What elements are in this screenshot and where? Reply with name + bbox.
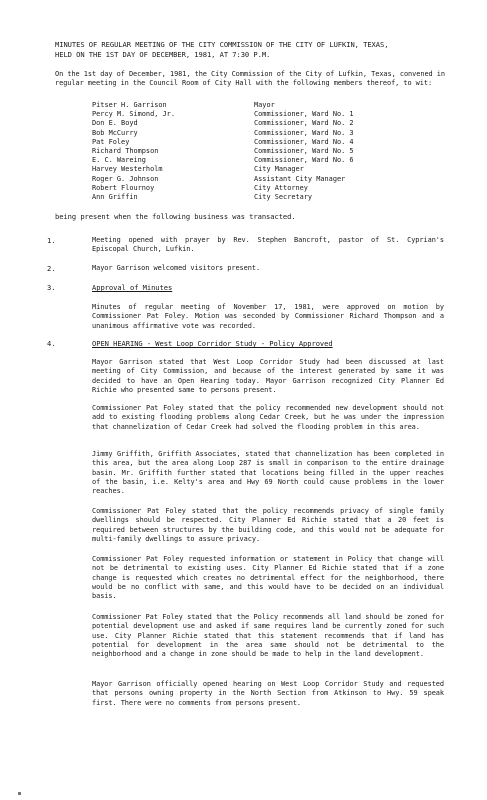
member-name: Bob McCurry <box>92 128 138 137</box>
member-title: Commissioner, Ward No. 4 <box>254 137 354 146</box>
body-paragraph: Commissioner Pat Foley requested information or statement in Policy that change will not be detrimental to existing uses. City Planner Ed Richie stated that if a zone change is requested which creates no detrimental effect for the neighborhood, there would be no conflict with same, and this would have to be decided on an individual basis. <box>92 555 444 601</box>
item-text: Meeting opened with prayer by Rev. Stephen Bancroft, pastor of St. Cyprian's Episcopal Church, Lufkin. <box>92 236 444 254</box>
item-heading: Approval of Minutes <box>92 283 173 292</box>
body-paragraph: Commissioner Pat Foley stated that the Policy recommends all land should be zoned for potential development use and asked if same requires land be currently zoned for such use. City Planner Richie stated that this statement recommends that if land has potential for development in the area same should not be detrimental to the neighborhood and a change in zone should be made to help in the land development. <box>92 613 444 659</box>
body-paragraph: Commissioner Pat Foley stated that the policy recommended new development should not add to existing flooding problems along Cedar Creek, but he was under the impression that channelization of Cedar Creek had solved the flooding problem in this area. <box>92 404 444 431</box>
intro-paragraph: On the 1st day of December, 1981, the City Commission of the City of Lufkin, Texas, convened in regular meeting in the Council Room of City Hall with the following members thereof, to wit: <box>55 70 445 88</box>
item-number: 3. <box>47 283 56 292</box>
member-name: Pitser H. Garrison <box>92 101 167 109</box>
item-heading: OPEN HEARING - West Loop Corridor Study - Policy Approved <box>92 339 333 348</box>
member-name: E. C. Wareing <box>92 156 146 165</box>
member-title: City Secretary <box>254 192 313 201</box>
item-number: 4. <box>47 339 56 348</box>
member-name: Ann Griffin <box>92 192 138 201</box>
body-paragraph: Mayor Garrison stated that West Loop Corridor Study had been discussed at last meeting of City Commission, and because of the interest generated by same it was decided to have an Open Hearing today. Mayor Garrison recognized City Planner Ed Richie who presented same to persons present. <box>92 358 444 394</box>
member-title: City Attorney <box>254 183 308 192</box>
body-paragraph: Commissioner Pat Foley stated that the policy recommends privacy of single family dwellings should be respected. City Planner Ed Richie stated that a 20 feet is required between structures by the building code, and this would not be adequate for multi-family dwellings to assure privacy. <box>92 507 444 543</box>
scan-speck <box>18 792 21 795</box>
member-name: Roger G. Johnson <box>92 174 159 183</box>
member-name: Percy M. Simond, Jr. <box>92 110 175 119</box>
member-name: Harvey Westerholm <box>92 165 163 174</box>
body-paragraph: Mayor Garrison officially opened hearing on West Loop Corridor Study and requested that persons owning property in the North Section from Atkinson to Hwy. 59 speak first. There were no comments from persons present. <box>92 680 444 707</box>
member-title: Commissioner, Ward No. 2 <box>254 119 354 128</box>
business-intro: being present when the following business was transacted. <box>55 212 296 221</box>
member-title: Commissioner, Ward No. 5 <box>254 146 354 155</box>
member-name: Robert Flournoy <box>92 183 155 192</box>
member-title: City Manager <box>254 165 304 174</box>
member-name: Richard Thompson <box>92 146 159 155</box>
member-title: Commissioner, Ward No. 6 <box>254 156 354 165</box>
body-paragraph: Jimmy Griffith, Griffith Associates, stated that channelization has been completed in this area, but the area along Loop 287 is small in comparison to the entire drainage basin. Mr. Griffith further stated that locations being filled in the upper reaches of the basin, i.e. Kelty's area and Hwy 69 North could cause problems in the lower reaches. <box>92 450 444 496</box>
item-number: 2. <box>47 264 56 273</box>
item-text: Mayor Garrison welcomed visitors present. <box>92 264 261 272</box>
member-title: Commissioner, Ward No. 1 <box>254 110 354 119</box>
member-title: Commissioner, Ward No. 3 <box>254 128 354 137</box>
member-name: Pat Foley <box>92 137 130 146</box>
item-text: Minutes of regular meeting of November 17, 1981, were approved on motion by Commissioner Pat Foley. Motion was seconded by Commissioner Richard Thompson and a unanimous affirmative vote was recorded. <box>92 303 444 330</box>
member-title: Mayor <box>254 101 275 109</box>
header-line-2: HELD ON THE 1ST DAY OF DECEMBER, 1981, AT 7:30 P.M. <box>55 50 271 59</box>
member-title: Assistant City Manager <box>254 174 346 183</box>
header-line-1: MINUTES OF REGULAR MEETING OF THE CITY COMMISSION OF THE CITY OF LUFKIN, TEXAS, <box>55 40 389 49</box>
item-number: 1. <box>47 236 56 245</box>
member-name: Don E. Boyd <box>92 119 138 128</box>
